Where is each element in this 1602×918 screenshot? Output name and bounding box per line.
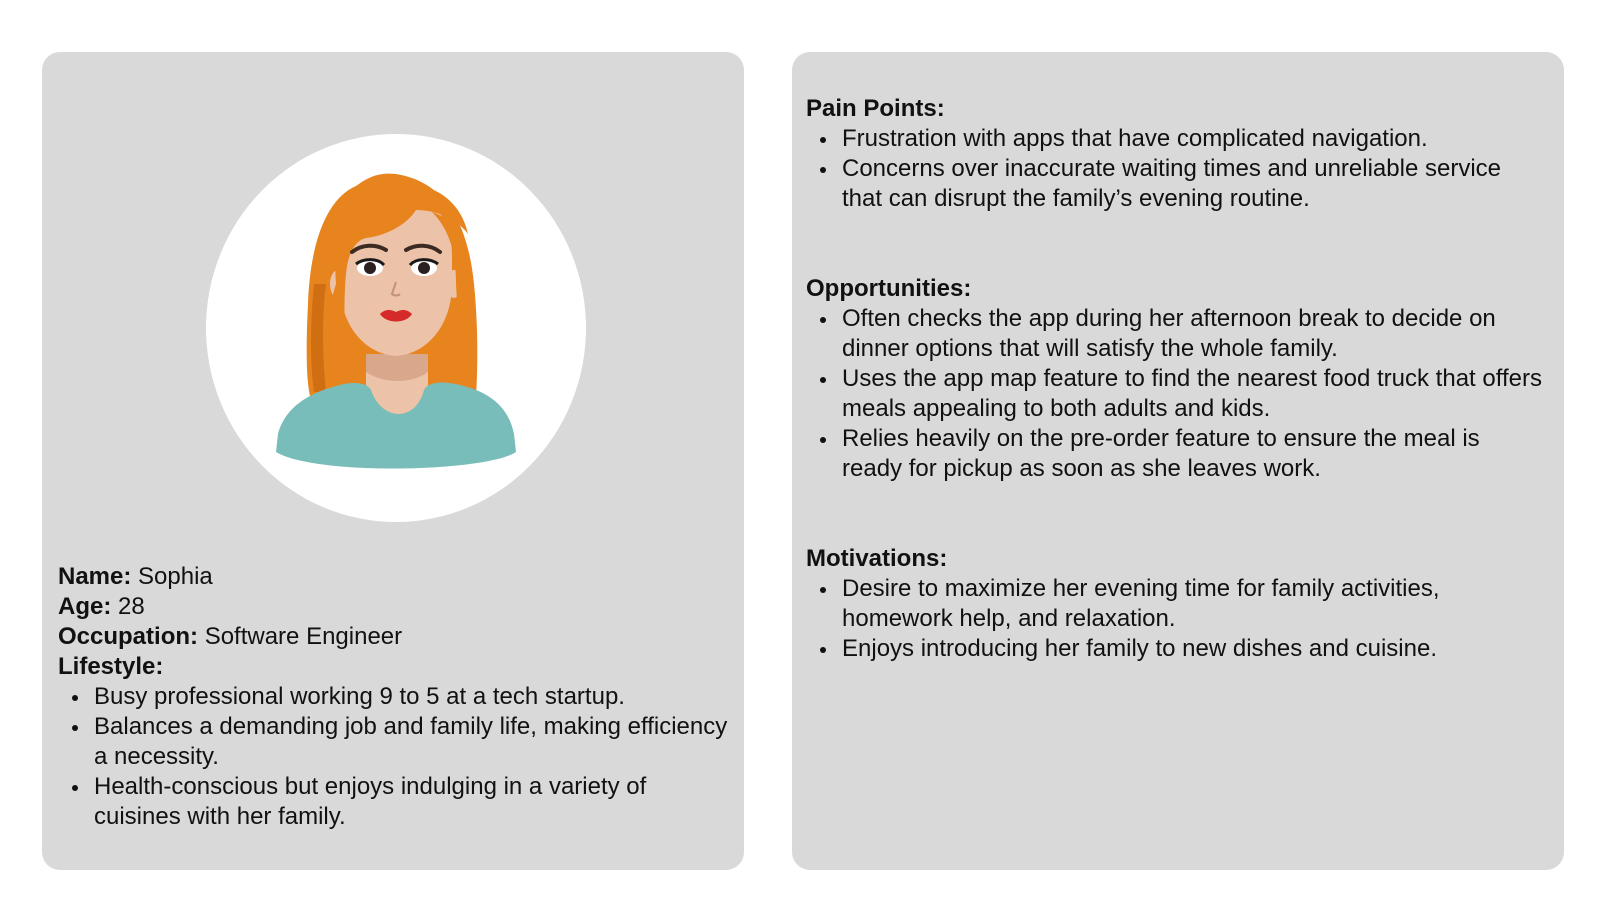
name-label: Name:	[58, 563, 132, 590]
name-value: Sophia	[138, 563, 213, 590]
profile-details	[58, 562, 728, 832]
list-item: Balances a demanding job and family life, making efficiency a necessity.	[94, 713, 728, 770]
avatar	[206, 134, 586, 522]
age-label: Age:	[58, 593, 112, 620]
lifestyle-label: Lifestyle:	[58, 653, 164, 680]
age-row	[58, 592, 728, 622]
list-item: Health-conscious but enjoys indulging in a variety of cuisines with her family.	[94, 772, 728, 832]
lifestyle-list	[58, 682, 728, 832]
name-row	[58, 562, 728, 592]
list-item: Desire to maximize her evening time for family activities, homework help, and relaxation.	[842, 574, 1546, 634]
pain-points-title: Pain Points:	[806, 95, 945, 122]
motivations-list	[806, 574, 1546, 664]
opportunities-list	[806, 304, 1546, 484]
occupation-label: Occupation:	[58, 623, 199, 650]
insights-content	[806, 94, 1546, 724]
persona-profile-card	[42, 52, 744, 870]
list-item: Relies heavily on the pre-order feature to ensure the meal is ready for pickup as soon as she leaves work.	[842, 424, 1546, 484]
pain-points-list	[806, 124, 1546, 214]
age-value: 28	[118, 593, 145, 620]
list-item: Busy professional working 9 to 5 at a tech startup.	[94, 682, 728, 712]
list-item: Frustration with apps that have complicated navigation.	[842, 124, 1546, 154]
opportunities-title: Opportunities:	[806, 275, 972, 302]
list-item: Uses the app map feature to find the nearest food truck that offers meals appealing to both adults and kids.	[842, 364, 1546, 424]
pain-points-section	[806, 94, 1546, 214]
list-item: Concerns over inaccurate waiting times and unreliable service that can disrupt the family’s evening routine.	[842, 154, 1546, 214]
persona-insights-card	[792, 52, 1564, 870]
occupation-row	[58, 622, 728, 652]
list-item: Often checks the app during her afternoon break to decide on dinner options that will satisfy the whole family.	[842, 304, 1546, 364]
woman-avatar-icon	[206, 134, 586, 522]
list-item: Enjoys introducing her family to new dishes and cuisine.	[842, 634, 1546, 664]
motivations-section	[806, 544, 1546, 664]
occupation-value: Software Engineer	[204, 623, 403, 650]
opportunities-section	[806, 274, 1546, 484]
motivations-title: Motivations:	[806, 545, 948, 572]
